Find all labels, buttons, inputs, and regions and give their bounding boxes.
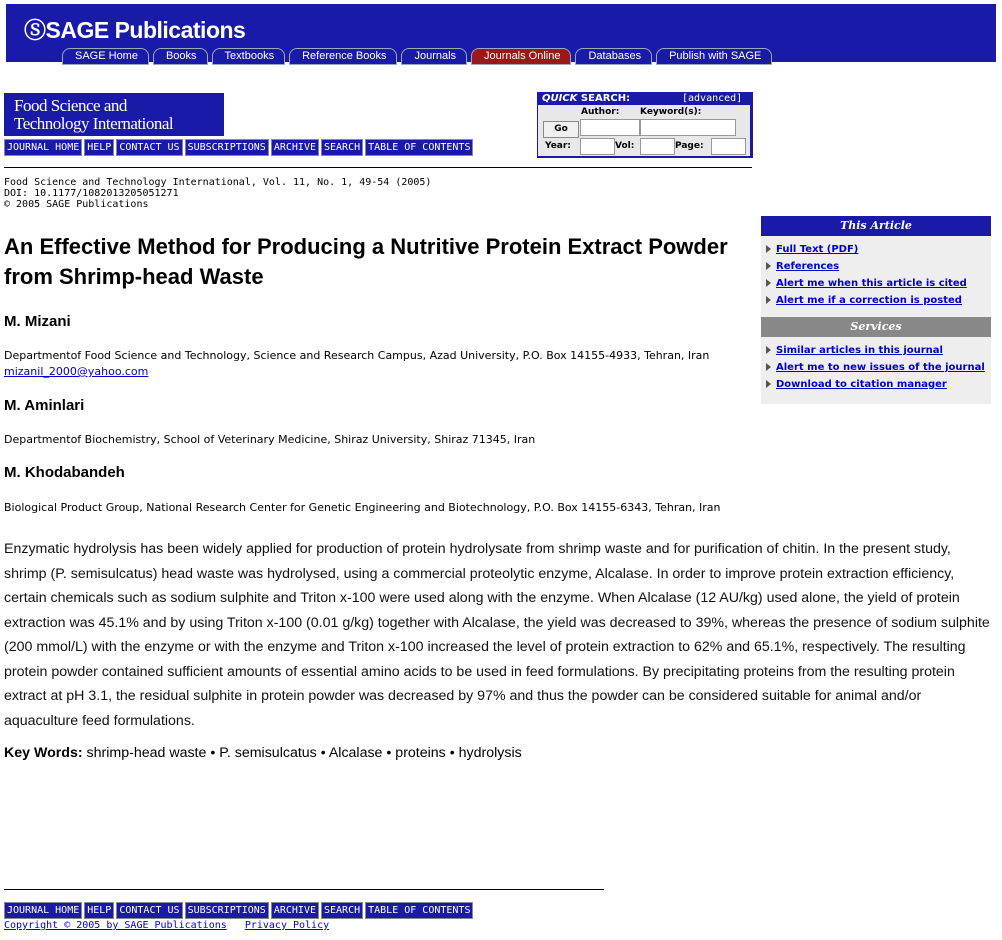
tab-databases[interactable]: Databases bbox=[575, 48, 652, 65]
keywords-label: Keyword(s): bbox=[640, 107, 702, 117]
sage-logo-text: SAGE Publications bbox=[45, 17, 246, 43]
sage-logo-icon: Ⓢ bbox=[24, 18, 46, 43]
journal-logo[interactable] bbox=[4, 93, 224, 136]
keywords-label: Key Words: bbox=[4, 745, 83, 761]
author-name: M. Mizani bbox=[4, 313, 71, 330]
journal-logo-line2: Technology International bbox=[14, 114, 174, 133]
page-label: Page: bbox=[675, 141, 704, 151]
alert-cited-link[interactable]: Alert me when this article is cited bbox=[761, 275, 991, 292]
nav-table-of-contents[interactable]: TABLE OF CONTENTS bbox=[365, 139, 473, 156]
affiliation-text: Departmentof Food Science and Technology, Science and Research Campus, Azad University, P.O. Box 14155-4933, Tehran, Iran bbox=[4, 349, 710, 362]
author-affiliation: Departmentof Biochemistry, School of Veterinary Medicine, Shiraz University, Shiraz 71345, Iran bbox=[4, 433, 536, 446]
services-heading: Services bbox=[761, 317, 991, 337]
tab-textbooks[interactable]: Textbooks bbox=[212, 48, 286, 65]
tab-books[interactable]: Books bbox=[153, 48, 208, 65]
author-name: M. Aminlari bbox=[4, 397, 85, 414]
alert-new-issues-link[interactable]: Alert me to new issues of the journal bbox=[761, 359, 991, 376]
references-link[interactable]: References bbox=[761, 258, 991, 275]
nav-contact-us[interactable]: CONTACT US bbox=[116, 139, 182, 156]
citation-manager-link[interactable]: Download to citation manager bbox=[761, 376, 991, 393]
nav-help[interactable]: HELP bbox=[84, 902, 114, 919]
site-tabs bbox=[62, 48, 776, 65]
tab-publish-with-sage[interactable]: Publish with SAGE bbox=[656, 48, 772, 65]
year-input[interactable] bbox=[580, 138, 615, 155]
tab-sage-home[interactable]: SAGE Home bbox=[62, 48, 149, 65]
nav-subscriptions[interactable]: SUBSCRIPTIONS bbox=[185, 139, 269, 156]
citation-copyright: © 2005 SAGE Publications bbox=[4, 199, 149, 210]
author-affiliation: Biological Product Group, National Research Center for Genetic Engineering and Biotechnology, P.O. Box 14155-6343, Tehran, Iran bbox=[4, 501, 721, 514]
nav-search[interactable]: SEARCH bbox=[321, 139, 363, 156]
quick-search-heading-search: SEARCH: bbox=[580, 93, 631, 104]
keywords-list: shrimp-head waste • P. semisulcatus • Alcalase • proteins • hydrolysis bbox=[86, 745, 522, 761]
full-text-pdf-link[interactable]: Full Text (PDF) bbox=[761, 241, 991, 258]
quick-search-heading-quick: QUICK bbox=[542, 93, 578, 104]
divider bbox=[4, 167, 752, 168]
vol-label: Vol: bbox=[615, 141, 635, 151]
go-button[interactable]: Go bbox=[543, 121, 579, 138]
vol-input[interactable] bbox=[640, 138, 675, 155]
nav-archive[interactable]: ARCHIVE bbox=[271, 139, 319, 156]
tab-reference-books[interactable]: Reference Books bbox=[289, 48, 397, 65]
article-sidebar bbox=[761, 216, 991, 404]
privacy-policy-link[interactable]: Privacy Policy bbox=[244, 920, 330, 931]
year-label: Year: bbox=[545, 141, 571, 151]
alert-correction-link[interactable]: Alert me if a correction is posted bbox=[761, 292, 991, 309]
abstract: Enzymatic hydrolysis has been widely applied for production of protein hydrolysate from shrimp waste and for purification of chitin. In the present study, shrimp (P. semisulcatus) head waste was hydrolysed, using a commercial proteolytic enzyme, Alcalase. In order to improve protein extraction efficiency, certain chemicals such as sodium sulphite and Triton x-100 were used along with the enzyme. When Alcalase (12 AU/kg) used alone, the yield of protein extraction was 45.1% and by using Triton x-100 (0.01 g/kg) together with Alcalase, the yield was decreased to 39%, whereas the presence of sodium sulphite (200 mmol/L) with the enzyme or with the enzyme and Triton x-100 increased the level of protein extraction to 62% and 65.1%, respectively. The resulting protein powder contained sufficient amounts of essential amino acids to be used in feed formulations. By precipitating proteins from the resulting protein extract at pH 3.1, the residual sulphite in protein powder was decreased by 97% and thus the powder can be considered suitable for animal and/or aquaculture feed formulations. bbox=[4, 541, 990, 729]
author-label: Author: bbox=[581, 107, 620, 117]
author-affiliation bbox=[4, 348, 744, 380]
quick-search-heading bbox=[542, 93, 630, 104]
journal-logo-line1: Food Science and bbox=[14, 96, 127, 115]
citation-doi: DOI: 10.1177/1082013205051271 bbox=[4, 188, 179, 199]
author-name: M. Khodabandeh bbox=[4, 464, 125, 481]
similar-articles-link[interactable]: Similar articles in this journal bbox=[761, 342, 991, 359]
nav-contact-us[interactable]: CONTACT US bbox=[116, 902, 182, 919]
article-title: An Effective Method for Producing a Nutritive Protein Extract Powder from Shrimp-head Waste bbox=[4, 234, 728, 289]
nav-table-of-contents[interactable]: TABLE OF CONTENTS bbox=[365, 902, 473, 919]
keywords-input[interactable] bbox=[640, 119, 736, 136]
author-email-link[interactable]: mizanil_2000@yahoo.com bbox=[4, 365, 149, 378]
tab-journals-online[interactable]: Journals Online bbox=[471, 48, 571, 65]
author-input[interactable] bbox=[580, 119, 640, 136]
nav-journal-home[interactable]: JOURNAL HOME bbox=[4, 902, 82, 919]
tab-journals[interactable]: Journals bbox=[401, 48, 467, 65]
journal-nav-bottom bbox=[4, 902, 475, 919]
nav-archive[interactable]: ARCHIVE bbox=[271, 902, 319, 919]
copyright-link[interactable]: Copyright © 2005 by SAGE Publications bbox=[4, 920, 227, 931]
nav-subscriptions[interactable]: SUBSCRIPTIONS bbox=[185, 902, 269, 919]
nav-search[interactable]: SEARCH bbox=[321, 902, 363, 919]
citation-block bbox=[4, 177, 431, 210]
advanced-search-link[interactable]: [advanced] bbox=[682, 93, 743, 104]
nav-help[interactable]: HELP bbox=[84, 139, 114, 156]
this-article-heading: This Article bbox=[761, 216, 991, 236]
nav-journal-home[interactable]: JOURNAL HOME bbox=[4, 139, 82, 156]
journal-nav-top bbox=[4, 139, 475, 156]
page-input[interactable] bbox=[711, 138, 746, 155]
footer-links bbox=[4, 920, 329, 931]
sage-logo[interactable] bbox=[24, 14, 245, 45]
citation-journal: Food Science and Technology International, Vol. 11, No. 1, 49-54 (2005) bbox=[4, 177, 432, 188]
keywords bbox=[4, 744, 522, 762]
footer-divider bbox=[4, 889, 604, 890]
